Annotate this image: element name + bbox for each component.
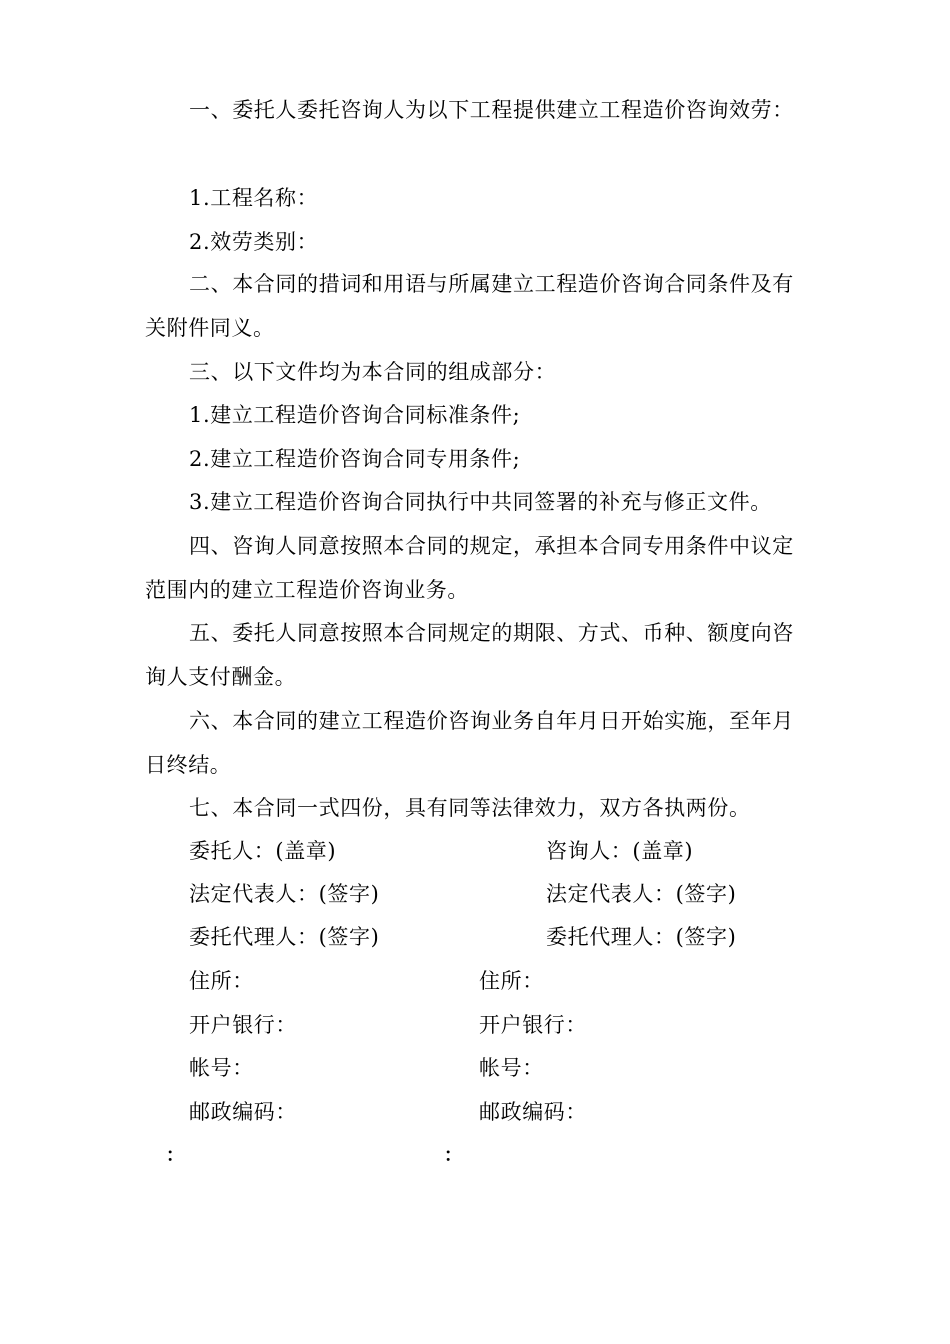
consultant-account-label: 帐号： xyxy=(479,1056,544,1080)
consultant-legal-rep-label: 法定代表人：(签字) xyxy=(546,882,737,906)
consultant-address-label: 住所： xyxy=(479,969,544,993)
consultant-postcode-label: 邮政编码： xyxy=(479,1100,587,1124)
client-postcode-label: 邮政编码： xyxy=(189,1100,297,1124)
client-account-label: 帐号： xyxy=(189,1056,254,1080)
clause-5: 五、委托人同意按照本合同规定的期限、方式、币种、额度向咨询人支付酬金。 xyxy=(145,621,794,689)
client-legal-rep-label: 法定代表人：(签字) xyxy=(189,882,380,906)
clause-1-item-2: 2.效劳类别： xyxy=(189,230,319,254)
consultant-agent-label: 委托代理人：(签字) xyxy=(546,925,737,949)
consultant-bank-label: 开户银行： xyxy=(479,1013,587,1037)
client-bank-label: 开户银行： xyxy=(189,1013,297,1037)
clause-4: 四、咨询人同意按照本合同的规定，承担本合同专用条件中议定范围内的建立工程造价咨询业务。 xyxy=(145,534,794,602)
consultant-stray-colon: ： xyxy=(444,1145,462,1166)
clause-3-item-3: 3.建立工程造价咨询合同执行中共同签署的补充与修正文件。 xyxy=(189,490,772,514)
clause-7: 七、本合同一式四份，具有同等法律效力，双方各执两份。 xyxy=(189,796,751,820)
client-stray-colon: ： xyxy=(166,1145,184,1166)
client-agent-label: 委托代理人：(签字) xyxy=(189,925,380,949)
clause-3-item-2: 2.建立工程造价咨询合同专用条件; xyxy=(189,447,521,471)
client-address-label: 住所： xyxy=(189,969,254,993)
clause-3: 三、以下文件均为本合同的组成部分： xyxy=(189,360,557,384)
consultant-party-label: 咨询人：(盖章) xyxy=(546,839,694,863)
clause-6: 六、本合同的建立工程造价咨询业务自年月日开始实施，至年月日终结。 xyxy=(145,709,794,777)
clause-1: 一、委托人委托咨询人为以下工程提供建立工程造价咨询效劳： xyxy=(189,98,794,122)
clause-3-item-1: 1.建立工程造价咨询合同标准条件; xyxy=(189,403,521,427)
clause-2: 二、本合同的措词和用语与所属建立工程造价咨询合同条件及有关附件同义。 xyxy=(145,272,794,340)
client-party-label: 委托人：(盖章) xyxy=(189,839,337,863)
clause-1-item-1: 1.工程名称： xyxy=(189,186,319,210)
